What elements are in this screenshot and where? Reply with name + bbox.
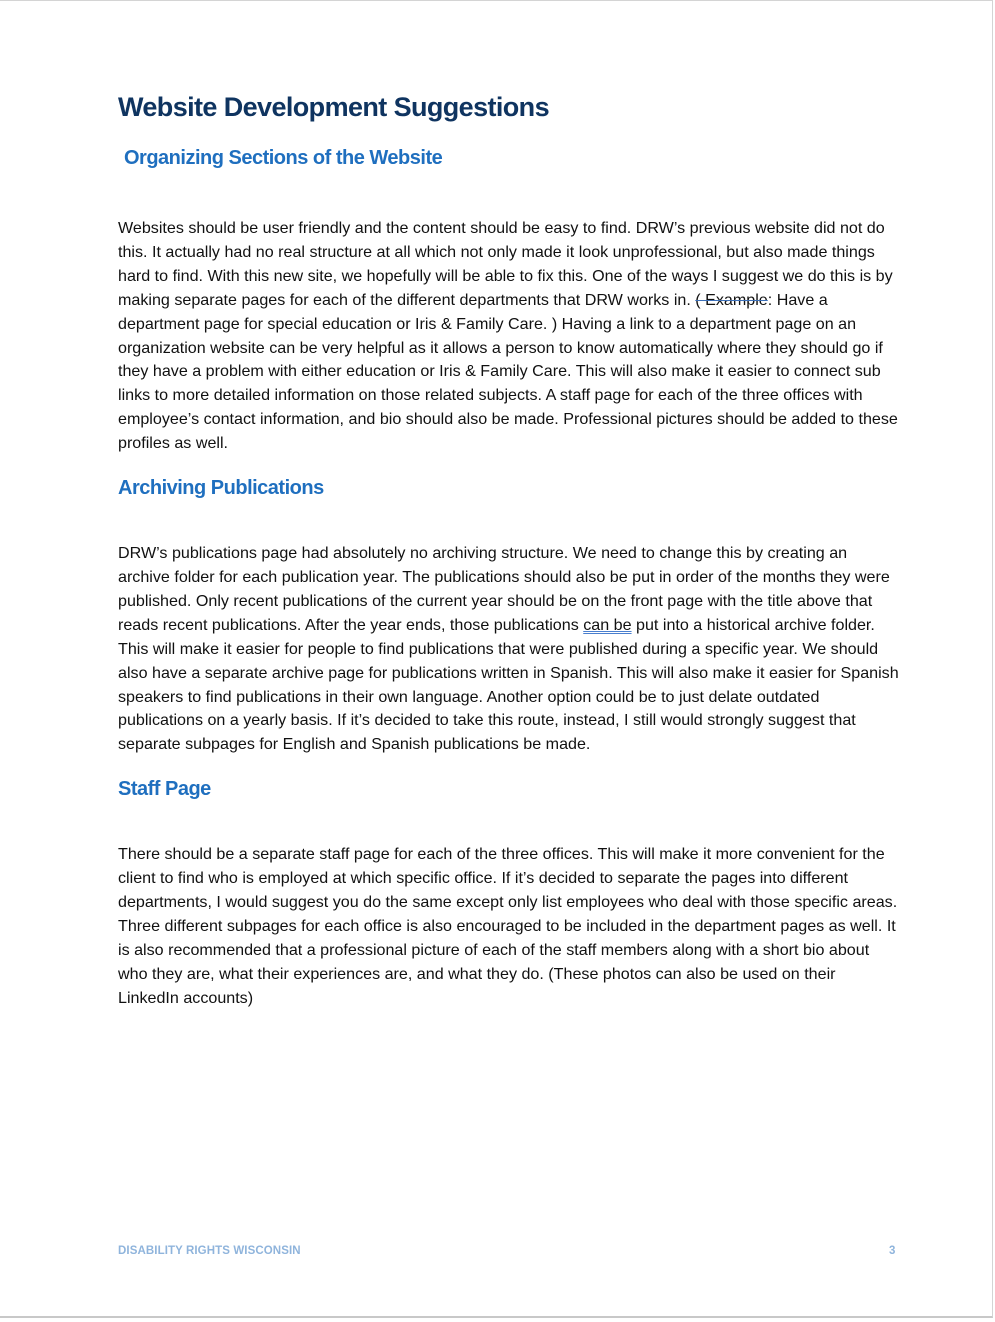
section-paragraph-archiving (118, 542, 900, 757)
paragraph-text: put into a historical archive folder. This will make it easier for people to find publications that were published during a specific year. We should also have a separate archive page for publications written in Spanish. This will also make it easier for Spanish speakers to find publications in their own language. Another option could be to just delate outdated publications on a yearly basis. If it’s decided to take this route, instead, I still would strongly suggest that separate subpages for English and Spanish publications be made. (118, 615, 899, 754)
document-body (118, 88, 900, 1011)
footer-organization: DISABILITY RIGHTS WISCONSIN (118, 1245, 301, 1257)
tracked-deletion: ( Example (695, 290, 768, 309)
section-heading-staff: Staff Page (118, 778, 211, 801)
document-title: Website Development Suggestions (118, 92, 549, 122)
section-heading-archiving: Archiving Publications (118, 477, 324, 500)
paragraph-text: DRW’s publications page had absolutely no archiving structure. We need to change this by creating an archive folder for each publication year. The publications should also be put in order of the months they were published. Only recent publications of the current year should be on the front page with the title above that reads recent publications. After the year ends, those publications (118, 544, 890, 634)
paragraph-text: Websites should be user friendly and the content should be easy to find. DRW’s previous website did not do this. It actually had no real structure at all which not only made it look unprofessional, but also made things hard to find. With this new site, we hopefully will be able to fix this. One of the ways I suggest we do this is by making separate pages for each of the different departments that DRW works in. (118, 219, 893, 309)
section-heading-organizing: Organizing Sections of the Website (124, 147, 443, 169)
paragraph-text: : Have a department page for special education or Iris & Family Care. ) Having a link to a department page on an organization website can be very helpful as it allows a person to know automatically where they should go if they have a problem with either education or Iris & Family Care. This will also make it easier to connect sub links to more detailed information on those related subjects. A staff page for each of the three offices with employee’s contact information, and bio should also be made. Professional pictures should be added to these profiles as well. (118, 290, 898, 453)
grammar-flag: can be (583, 615, 632, 634)
section-paragraph-staff: There should be a separate staff page for each of the three offices. This will make it more convenient for the client to find who is employed at which specific office. If it’s decided to separate the pages into different departments, I would suggest you do the same except only list employees who deal with those specific areas. Three different subpages for each office is also encouraged to be included in the department pages as well. It is also recommended that a professional picture of each of the staff members along with a short bio about who they are, what their experiences are, and what they do. (These photos can also be used on their LinkedIn accounts) (118, 845, 898, 1007)
footer-page-number: 3 (889, 1245, 896, 1257)
section-paragraph-organizing (118, 217, 900, 456)
